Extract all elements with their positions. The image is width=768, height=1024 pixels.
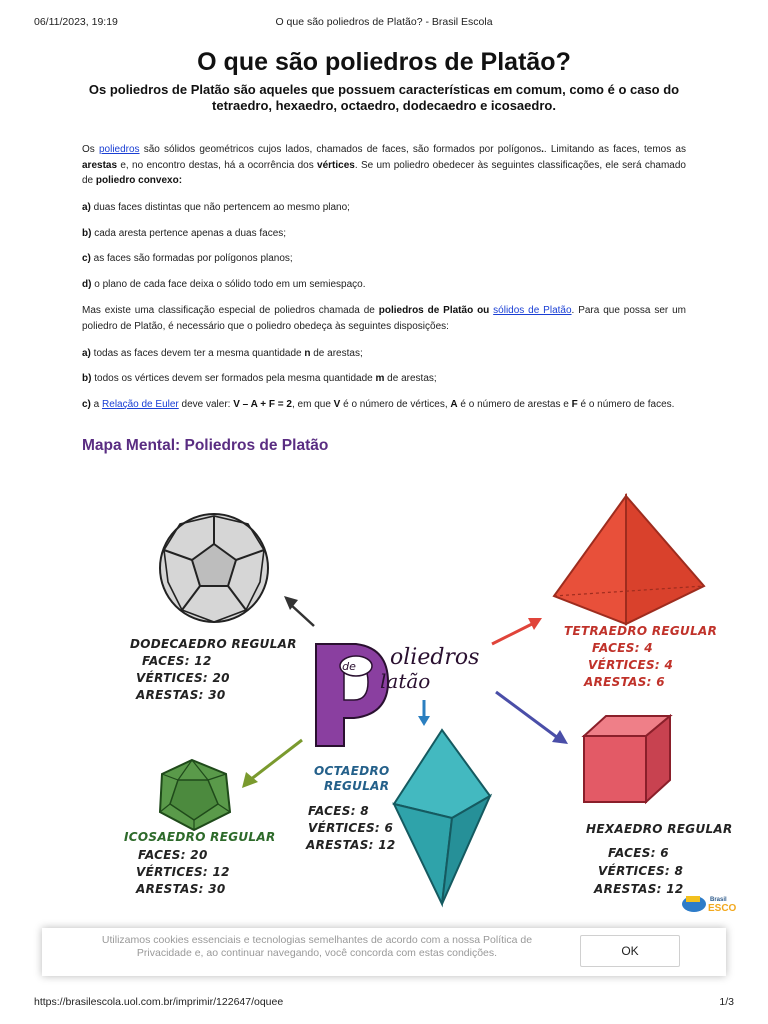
- paragraph-platao: [82, 303, 686, 334]
- list-text: as faces são formadas por polígonos planos;: [90, 253, 293, 264]
- text: . Limitando as faces, temos as: [543, 144, 686, 155]
- logo-line1: Brasil: [710, 897, 727, 903]
- list-item: [82, 371, 437, 387]
- dodecahedron-icon: [160, 514, 268, 622]
- list-key: a): [82, 348, 91, 359]
- hexahedron-icon: [584, 716, 670, 802]
- dodecaedro-faces: FACES: 12: [142, 654, 212, 668]
- cookie-text: Utilizamos cookies essenciais e tecnologias semelhantes de acordo com a nossa Política de Privacidade e, ao continuar navegando, você concorda com estas condições.: [101, 934, 533, 959]
- term-vertices: vértices: [317, 159, 355, 171]
- list-text: é o número de faces.: [577, 399, 675, 410]
- list-key: b): [82, 373, 92, 384]
- tetraedro-arestas: ARESTAS: 6: [584, 675, 665, 689]
- tetraedro-vertices: VÉRTICES: 4: [588, 658, 674, 672]
- icosahedron-icon: [160, 760, 230, 830]
- text: .: [541, 144, 544, 155]
- term-a: A: [450, 399, 458, 410]
- list-text: de arestas;: [310, 348, 363, 359]
- link-solidos-platao[interactable]: sólidos de Platão: [493, 305, 572, 316]
- list-text: a: [90, 399, 103, 410]
- text: Mas existe uma classificação especial de poliedros chamada de: [82, 305, 379, 316]
- icosaedro-vertices: VÉRTICES: 12: [136, 865, 230, 879]
- list-item: [82, 277, 366, 293]
- print-doc-title: O que são poliedros de Platão? - Brasil Escola: [275, 16, 493, 28]
- icosaedro-name: ICOSAEDRO REGULAR: [124, 830, 276, 844]
- octaedro-name-1: OCTAEDRO: [314, 764, 390, 778]
- arrow-icon: [492, 618, 542, 644]
- list-text: deve valer:: [178, 399, 234, 410]
- text: . Para que possa ser um poliedro de Platão, é necessário que o poliedro obedeça às seguintes disposições:: [82, 305, 686, 332]
- page-title: O que são poliedros de Platão?: [197, 48, 571, 76]
- arrow-icon: [418, 700, 430, 726]
- text: e, no encontro destas, há a ocorrência dos: [117, 159, 318, 171]
- term-poliedros-platao: poliedros de Platão: [378, 305, 474, 316]
- print-page-number: 1/3: [719, 996, 734, 1008]
- list-item: [82, 251, 293, 267]
- icosaedro-arestas: ARESTAS: 30: [136, 882, 226, 896]
- term-f: F: [571, 399, 578, 410]
- list-text: cada aresta pertence apenas a duas faces;: [91, 228, 287, 239]
- hexaedro-faces: FACES: 6: [608, 846, 669, 860]
- list-item: [82, 200, 350, 216]
- octaedro-arestas: ARESTAS: 12: [306, 838, 396, 852]
- center-title-line1: oliedros: [390, 645, 480, 670]
- list-text: de arestas;: [384, 373, 437, 384]
- text: Os: [82, 144, 99, 155]
- term-arestas: arestas: [82, 159, 118, 171]
- print-date: 06/11/2023, 19:19: [34, 16, 118, 28]
- dodecaedro-name: DODECAEDRO REGULAR: [130, 637, 297, 651]
- mind-map-illustration: [118, 478, 738, 918]
- cookie-ok-button[interactable]: OK: [580, 935, 680, 967]
- list-key: a): [82, 202, 91, 213]
- print-url: https://brasilescola.uol.com.br/imprimir/122647/oquee: [34, 996, 284, 1008]
- link-relacao-euler[interactable]: Relação de Euler: [102, 399, 179, 410]
- section-heading-mapa-mental: Mapa Mental: Poliedros de Platão: [82, 437, 329, 454]
- list-key: c): [82, 253, 91, 264]
- tetraedro-name: TETRAEDRO REGULAR: [564, 624, 718, 638]
- center-title-line2: latão: [380, 669, 431, 693]
- list-item: [82, 226, 286, 242]
- tetrahedron-icon: [554, 496, 704, 624]
- euler-formula: V – A + F = 2: [233, 399, 292, 410]
- brasil-escola-logo: [682, 896, 706, 912]
- dodecaedro-arestas: ARESTAS: 30: [136, 688, 226, 702]
- octahedron-icon: [394, 730, 490, 904]
- octaedro-vertices: VÉRTICES: 6: [308, 821, 394, 835]
- print-header: [34, 16, 734, 30]
- list-text: o plano de cada face deixa o sólido todo em um semiespaço.: [91, 279, 366, 290]
- print-footer: [34, 996, 734, 1010]
- text: . Se um poliedro obedecer às seguintes classificações, ele será chamado de: [82, 159, 686, 186]
- list-key: c): [82, 399, 91, 410]
- list-text: todas as faces devem ter a mesma quantidade: [90, 348, 305, 359]
- arrow-icon: [496, 692, 568, 744]
- hexaedro-vertices: VÉRTICES: 8: [598, 864, 684, 878]
- term-n: n: [304, 348, 311, 359]
- dodecaedro-vertices: VÉRTICES: 20: [136, 671, 230, 685]
- logo-line2: ESCO: [708, 903, 737, 914]
- text: são sólidos geométricos cujos lados, chamados de faces, são formados por polígonos: [139, 144, 542, 155]
- octaedro-faces: FACES: 8: [308, 804, 369, 818]
- list-text: é o número de arestas e: [457, 399, 572, 410]
- tetraedro-faces: FACES: 4: [592, 641, 653, 655]
- list-item: [82, 346, 363, 362]
- paragraph-intro: [82, 142, 686, 189]
- hexaedro-arestas: ARESTAS: 12: [594, 882, 684, 896]
- text: ou: [473, 305, 494, 316]
- arrow-icon: [284, 596, 314, 626]
- term-m: m: [375, 373, 385, 384]
- term-poliedro-convexo: poliedro convexo:: [95, 175, 183, 186]
- list-text: duas faces distintas que não pertencem ao mesmo plano;: [90, 202, 350, 213]
- hexaedro-name: HEXAEDRO REGULAR: [586, 822, 733, 836]
- list-item: [82, 397, 686, 413]
- term-v: V: [333, 399, 341, 410]
- icosaedro-faces: FACES: 20: [138, 848, 208, 862]
- list-key: b): [82, 228, 92, 239]
- octaedro-name-2: REGULAR: [324, 779, 390, 793]
- link-poliedros[interactable]: poliedros: [98, 144, 140, 155]
- arrow-icon: [242, 740, 302, 788]
- center-de: de: [342, 660, 356, 673]
- list-text: , em que: [291, 399, 334, 410]
- list-key: d): [82, 279, 92, 290]
- cookie-banner: [42, 928, 726, 976]
- list-text: todos os vértices devem ser formados pela mesma quantidade: [91, 373, 376, 384]
- article-subtitle: Os poliedros de Platão são aqueles que possuem características em comum, como é o caso do tetraedro, hexaedro, octaedro, dodecaedro e icosaedro.: [88, 82, 680, 113]
- list-text: é o número de vértices,: [340, 399, 451, 410]
